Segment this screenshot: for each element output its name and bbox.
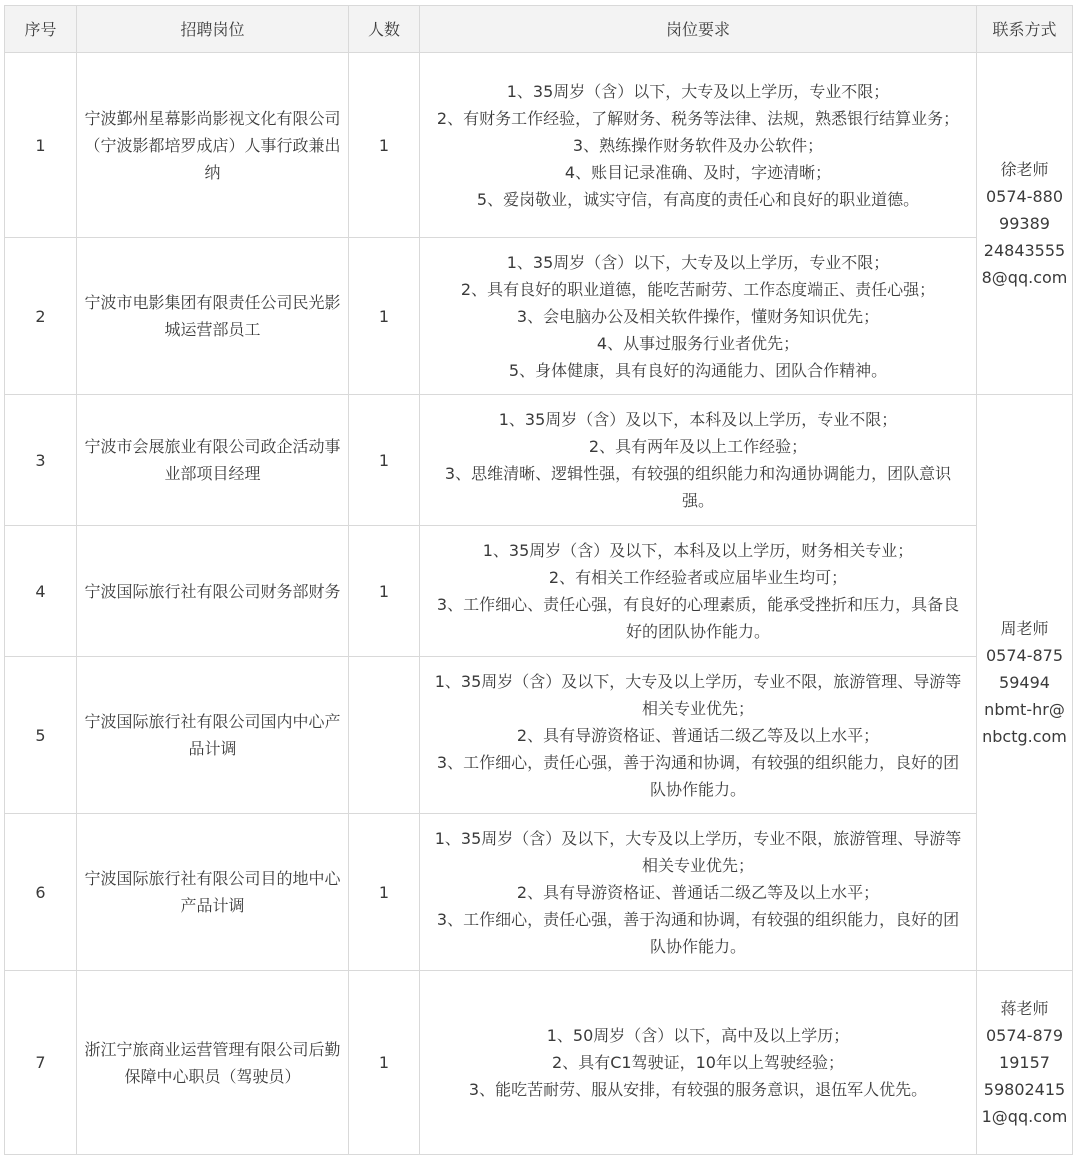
contact-phone: 0574-88099389 bbox=[985, 187, 1064, 233]
row-no: 4 bbox=[5, 526, 77, 657]
row-count: 1 bbox=[349, 971, 420, 1155]
table-row bbox=[5, 971, 1073, 1155]
table-row bbox=[5, 526, 1073, 657]
requirement-line: 3、工作细心、责任心强，有良好的心理素质，能承受挫折和压力，具备良好的团队协作能力。 bbox=[436, 595, 960, 641]
row-count bbox=[349, 657, 420, 814]
requirement-line: 4、账目记录准确、及时，字迹清晰； bbox=[564, 162, 832, 182]
row-position: 宁波国际旅行社有限公司目的地中心产品计调 bbox=[77, 814, 349, 971]
row-count: 1 bbox=[349, 526, 420, 657]
header-requirements: 岗位要求 bbox=[420, 6, 977, 53]
row-requirements bbox=[420, 53, 977, 238]
requirement-line: 2、具有C1驾驶证，10年以上驾驶经验； bbox=[552, 1053, 844, 1072]
row-requirements bbox=[420, 526, 977, 657]
contact-cell bbox=[977, 53, 1073, 395]
row-count: 1 bbox=[349, 238, 420, 395]
row-no: 7 bbox=[5, 971, 77, 1155]
requirement-line: 3、能吃苦耐劳、服从安排，有较强的服务意识，退伍军人优先。 bbox=[468, 1080, 928, 1099]
requirement-line: 2、具有两年及以上工作经验； bbox=[588, 437, 808, 456]
requirement-line: 1、35周岁（含）以下，大专及以上学历，专业不限； bbox=[506, 252, 890, 272]
header-position: 招聘岗位 bbox=[77, 6, 349, 53]
recruitment-table bbox=[4, 5, 1073, 1155]
contact-cell bbox=[977, 971, 1073, 1155]
row-requirements bbox=[420, 657, 977, 814]
requirement-line: 3、工作细心，责任心强，善于沟通和协调，有较强的组织能力，良好的团队协作能力。 bbox=[436, 909, 960, 956]
requirement-line: 1、35周岁（含）以下，大专及以上学历，专业不限； bbox=[506, 81, 890, 101]
contact-phone: 0574-87559494 bbox=[985, 646, 1064, 692]
table-header-row bbox=[5, 6, 1073, 53]
table-row bbox=[5, 238, 1073, 395]
contact-phone: 0574-87919157 bbox=[985, 1026, 1064, 1072]
row-no: 6 bbox=[5, 814, 77, 971]
header-contact: 联系方式 bbox=[977, 6, 1073, 53]
requirement-line: 2、具有导游资格证、普通话二级乙等及以上水平； bbox=[516, 725, 880, 745]
row-requirements bbox=[420, 395, 977, 526]
row-no: 1 bbox=[5, 53, 77, 238]
row-no: 5 bbox=[5, 657, 77, 814]
row-position: 宁波国际旅行社有限公司国内中心产品计调 bbox=[77, 657, 349, 814]
row-requirements bbox=[420, 814, 977, 971]
requirement-line: 2、具有良好的职业道德，能吃苦耐劳、工作态度端正、责任心强； bbox=[460, 279, 936, 299]
header-no: 序号 bbox=[5, 6, 77, 53]
row-position: 浙江宁旅商业运营管理有限公司后勤保障中心职员（驾驶员） bbox=[77, 971, 349, 1155]
row-count: 1 bbox=[349, 53, 420, 238]
requirement-line: 3、熟练操作财务软件及办公软件； bbox=[572, 135, 824, 155]
requirement-line: 1、35周岁（含）及以下，大专及以上学历，专业不限，旅游管理、导游等相关专业优先； bbox=[434, 828, 962, 875]
row-count: 1 bbox=[349, 395, 420, 526]
requirement-line: 1、35周岁（含）及以下，本科及以上学历，财务相关专业； bbox=[482, 541, 914, 560]
table-row bbox=[5, 814, 1073, 971]
row-requirements bbox=[420, 238, 977, 395]
row-position: 宁波市电影集团有限责任公司民光影城运营部员工 bbox=[77, 238, 349, 395]
row-requirements bbox=[420, 971, 977, 1155]
contact-email: 248435558@qq.com bbox=[981, 241, 1068, 287]
contact-email: 598024151@qq.com bbox=[981, 1080, 1068, 1126]
requirement-line: 3、工作细心，责任心强，善于沟通和协调，有较强的组织能力，良好的团队协作能力。 bbox=[436, 752, 960, 799]
row-position: 宁波国际旅行社有限公司财务部财务 bbox=[77, 526, 349, 657]
row-position: 宁波市会展旅业有限公司政企活动事业部项目经理 bbox=[77, 395, 349, 526]
table-row bbox=[5, 657, 1073, 814]
requirement-line: 2、有财务工作经验，了解财务、税务等法律、法规，熟悉银行结算业务； bbox=[436, 108, 960, 128]
contact-name: 蒋老师 bbox=[1000, 999, 1049, 1018]
requirement-line: 4、从事过服务行业者优先； bbox=[596, 333, 800, 353]
row-no: 2 bbox=[5, 238, 77, 395]
row-position: 宁波鄞州星幕影尚影视文化有限公司（宁波影都培罗成店）人事行政兼出纳 bbox=[77, 53, 349, 238]
requirement-line: 5、身体健康，具有良好的沟通能力、团队合作精神。 bbox=[508, 360, 888, 380]
contact-name: 周老师 bbox=[1000, 619, 1049, 638]
requirement-line: 1、35周岁（含）及以下，大专及以上学历，专业不限，旅游管理、导游等相关专业优先； bbox=[434, 671, 962, 718]
requirement-line: 2、具有导游资格证、普通话二级乙等及以上水平； bbox=[516, 882, 880, 902]
contact-cell bbox=[977, 395, 1073, 971]
header-count: 人数 bbox=[349, 6, 420, 53]
requirement-line: 1、35周岁（含）及以下，本科及以上学历，专业不限； bbox=[498, 410, 898, 429]
row-no: 3 bbox=[5, 395, 77, 526]
row-count: 1 bbox=[349, 814, 420, 971]
requirement-line: 2、有相关工作经验者或应届毕业生均可； bbox=[548, 568, 848, 587]
requirement-line: 1、50周岁（含）以下，高中及以上学历； bbox=[546, 1026, 850, 1045]
table-row bbox=[5, 53, 1073, 238]
requirement-line: 5、爱岗敬业，诚实守信，有高度的责任心和良好的职业道德。 bbox=[476, 189, 920, 209]
requirement-line: 3、会电脑办公及相关软件操作，懂财务知识优先； bbox=[516, 306, 880, 326]
table-row bbox=[5, 395, 1073, 526]
contact-name: 徐老师 bbox=[1000, 160, 1049, 179]
contact-email: nbmt-hr@nbctg.com bbox=[982, 700, 1067, 746]
requirement-line: 3、思维清晰、逻辑性强，有较强的组织能力和沟通协调能力，团队意识强。 bbox=[444, 464, 952, 510]
